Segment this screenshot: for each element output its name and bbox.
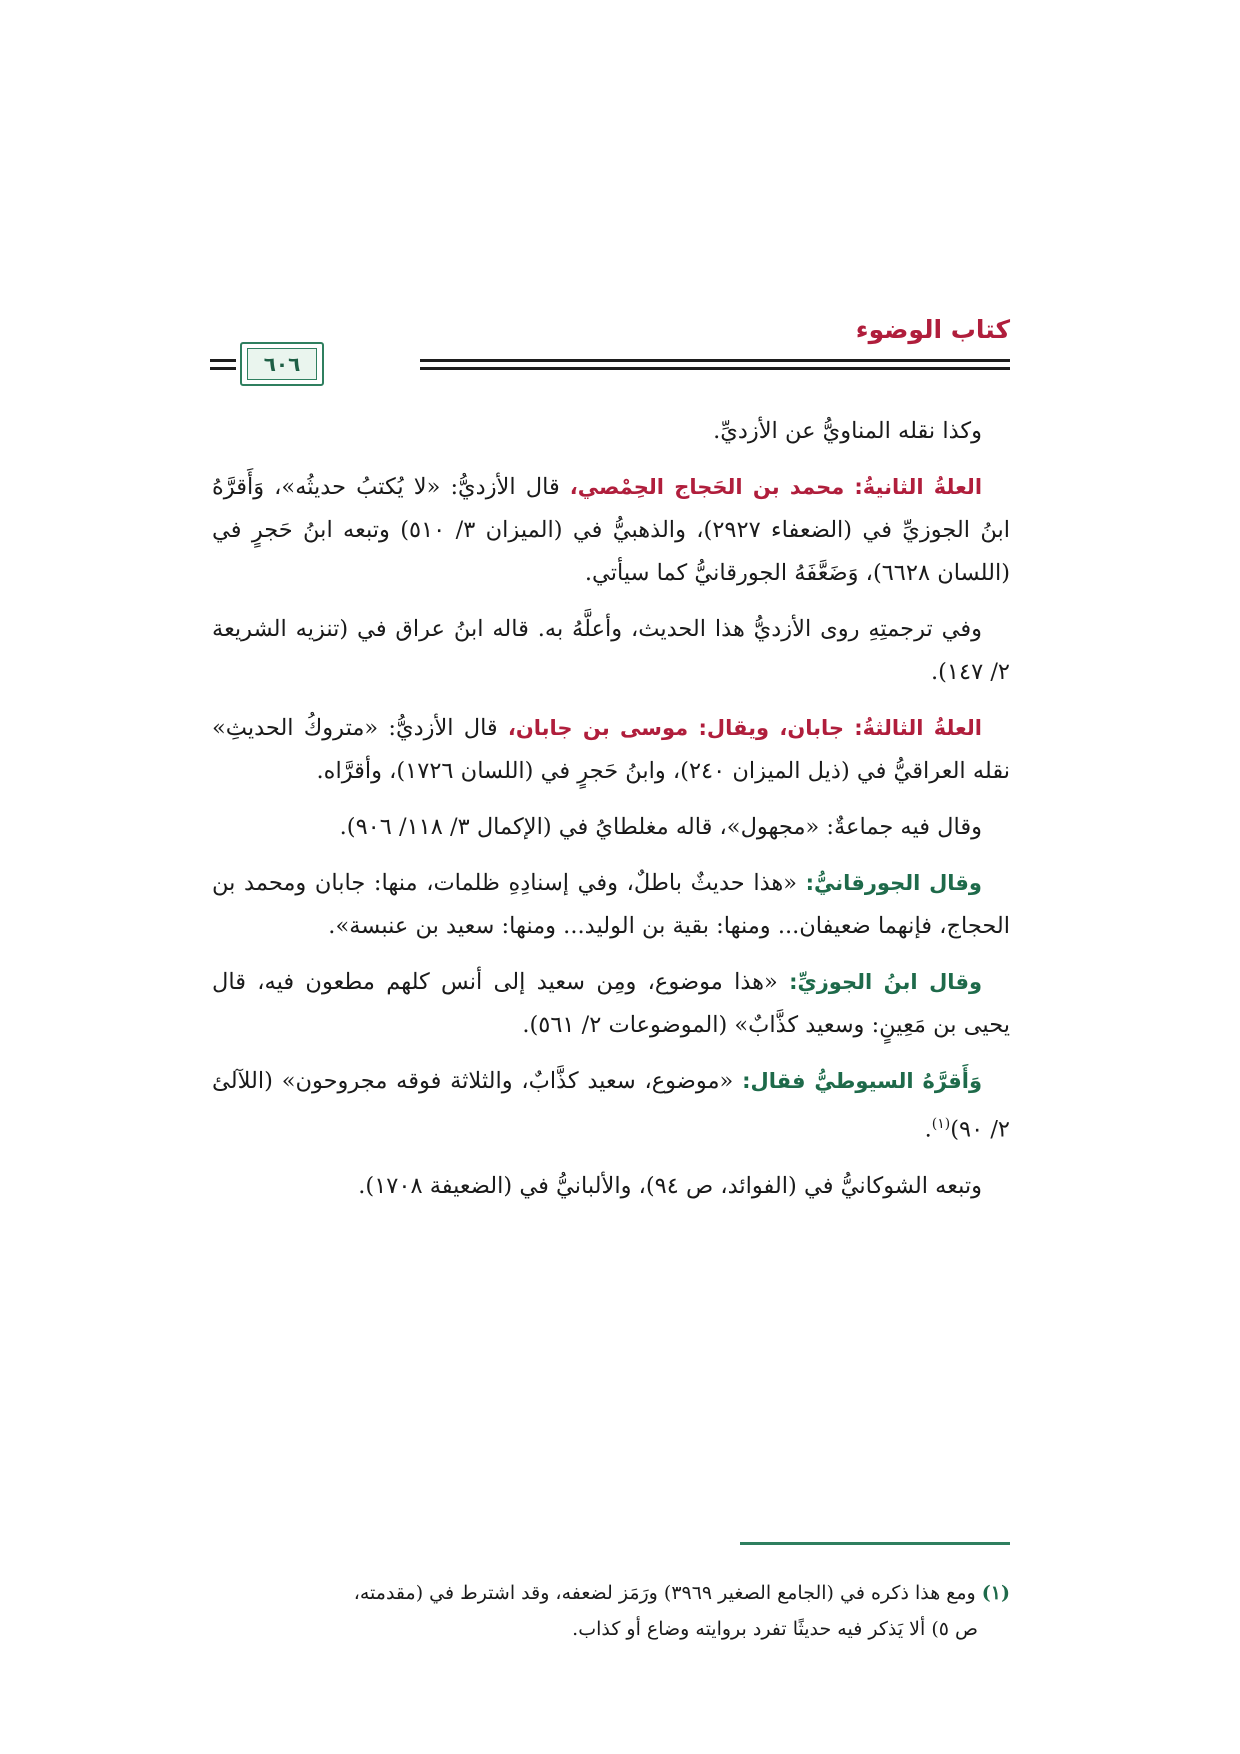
footnote-mark: (١): [981, 1582, 1010, 1604]
paragraph-5: [212, 806, 1010, 849]
footnote-text: ومع هذا ذكره في (الجامع الصغير ٣٩٦٩) ورَمَز لضعفه، وقد اشترط في (مقدمته،: [353, 1582, 982, 1604]
narrator-name: محمد بن الحَجاج الحِمْصي،: [569, 475, 845, 499]
paragraph-text: قال الأزديُّ: «متروكُ الحديثِ» نقله العراقيُّ في (ذيل الميزان ٢٤٠)، وابنُ حَجرٍ في (اللسان ١٧٢٦)، وأقرَّاه.: [212, 715, 1010, 784]
header-rule: [420, 367, 1010, 370]
footnote-reference[interactable]: (١): [931, 1116, 951, 1132]
paragraph-text: «هذا موضوع، ومِن سعيد إلى أنس كلهم مطعون فيه، قال يحيى بن مَعِينٍ: وسعيد كذَّابٌ» (الموضوعات ٢/ ٥٦١).: [212, 969, 1010, 1038]
paragraph-3: [212, 608, 1010, 694]
paragraph-text: وفي ترجمتِهِ روى الأزديُّ هذا الحديث، وأعلَّهُ به. قاله ابنُ عراق في (تنزيه الشريعة ٢/ ١٤٧).: [212, 616, 1010, 685]
header-rule-left: [210, 359, 236, 362]
paragraph-1: [212, 410, 1010, 453]
footnote-line: [212, 1575, 1010, 1611]
paragraph-text: وكذا نقله المناويُّ عن الأزديِّ.: [713, 418, 982, 444]
footnote-text: ص ٥) ألا يَذكر فيه حديثًا تفرد بروايته وضاع أو كذاب.: [572, 1618, 978, 1640]
page-number: ٦٠٦: [263, 352, 301, 376]
page-number-frame: [247, 348, 317, 380]
section-heading: العلةُ الثالثةُ:: [854, 716, 982, 740]
header-rule-left: [210, 367, 236, 370]
footnote-divider: [740, 1542, 1010, 1545]
quote-source-label: وقال الجورقانيُّ:: [805, 871, 982, 895]
paragraph-8: [212, 1060, 1010, 1152]
quote-source-label: وَأَقرَّهُ السيوطيُّ فقال:: [742, 1069, 983, 1093]
quote-source-label: وقال ابنُ الجوزيِّ:: [789, 970, 982, 994]
book-title: كتاب الوضوء: [855, 315, 1010, 344]
page-header: [210, 315, 1010, 390]
paragraph-2: [212, 466, 1010, 595]
paragraph-end: .: [924, 1116, 932, 1143]
paragraph-text: قال الأزديُّ: «لا يُكتبُ حديثُه»، وَأَقرَّهُ ابنُ الجوزيِّ في (الضعفاء ٢٩٢٧)، والذهبيُّ في (الميزان ٣/ ٥١٠) وتبعه ابنُ حَجرٍ في (اللسان ٦٦٢٨)، وَضَعَّفَهُ الجورقانيُّ كما سيأتي.: [212, 474, 1011, 586]
paragraph-text: «هذا حديثٌ باطلٌ، وفي إسنادِهِ ظلمات، منها: جابان ومحمد بن الحجاج، فإنهما ضعيفان... ومنها: بقية بن الوليد... ومنها: سعيد بن عنبسة».: [212, 870, 1010, 939]
narrator-name: جابان، ويقال: موسى بن جابان،: [507, 716, 845, 740]
main-text: [212, 410, 1010, 1221]
paragraph-text: «موضوع، سعيد كذَّابٌ، والثلاثة فوقه مجروحون» (اللآلئ ٢/ ٩٠): [212, 1068, 1010, 1143]
paragraph-4: [212, 707, 1010, 793]
paragraph-text: وتبعه الشوكانيُّ في (الفوائد، ص ٩٤)، والألبانيُّ في (الضعيفة ١٧٠٨).: [358, 1172, 982, 1199]
footnote-line: [212, 1611, 1010, 1647]
page-number-badge: [240, 342, 324, 386]
footnote: [212, 1575, 1010, 1647]
paragraph-9: [212, 1165, 1010, 1208]
header-rule: [420, 359, 1010, 362]
paragraph-7: [212, 961, 1010, 1047]
paragraph-6: [212, 862, 1010, 948]
paragraph-text: وقال فيه جماعةٌ: «مجهول»، قاله مغلطايُ في (الإكمال ٣/ ١١٨/ ٩٠٦).: [339, 814, 982, 840]
section-heading: العلةُ الثانيةُ:: [854, 475, 983, 499]
